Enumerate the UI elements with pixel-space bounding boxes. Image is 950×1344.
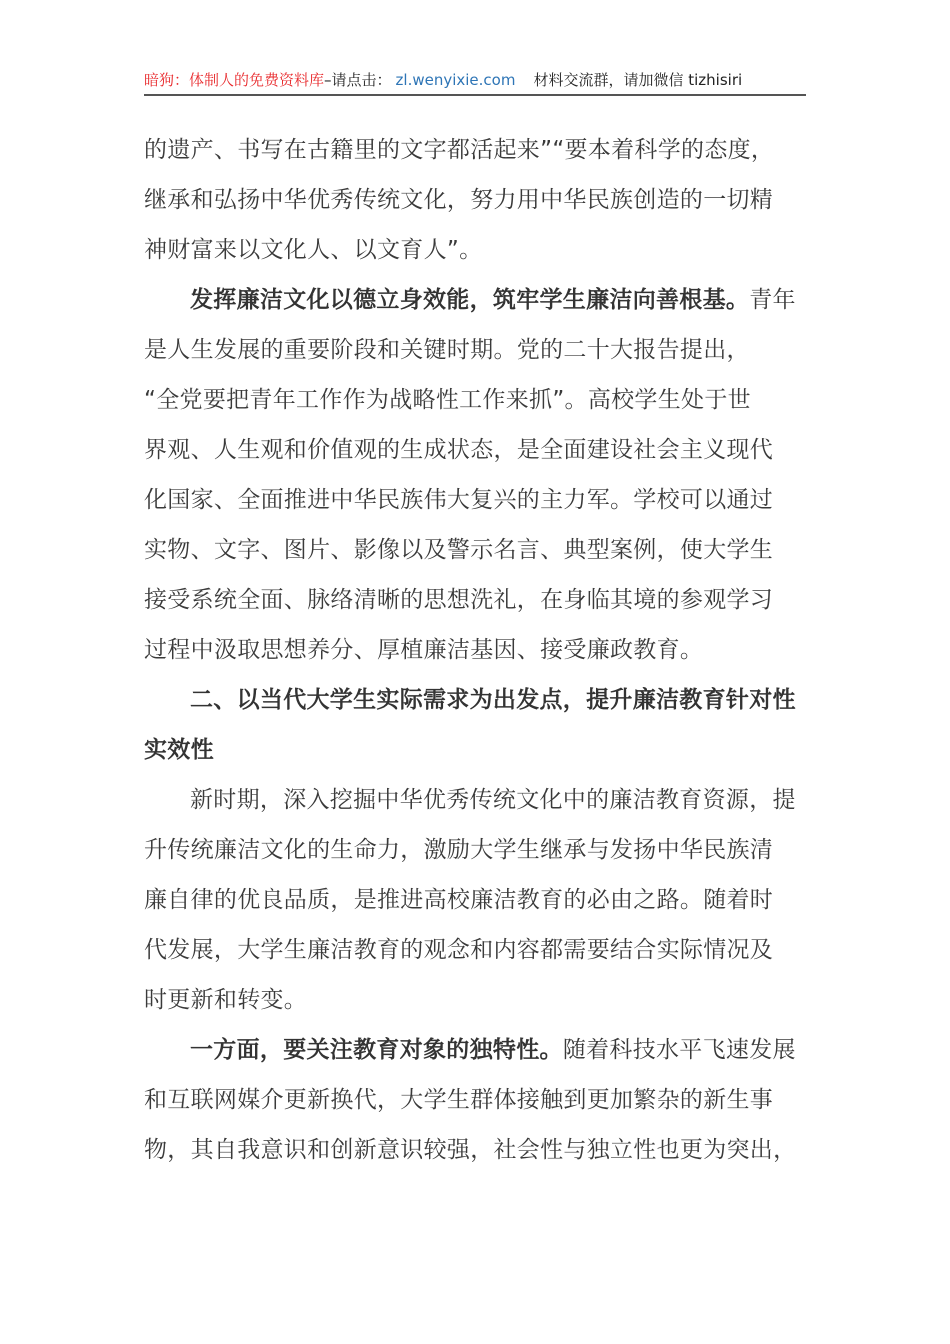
section-heading-text: 二、以当代大学生实际需求为出发点，提升廉洁教育针对性	[190, 687, 796, 713]
text-line	[144, 1125, 808, 1175]
line-text: 随着科技水平飞速发展	[562, 1037, 796, 1063]
text-line	[144, 825, 808, 875]
line-text: 的遗产、书写在古籍里的文字都活起来”“要本着科学的态度，	[144, 137, 775, 163]
header-link[interactable]: zl.wenyixie.com	[395, 71, 516, 89]
text-line	[144, 325, 808, 375]
section-heading	[144, 675, 808, 725]
text-line	[144, 1075, 808, 1125]
header-contact: 材料交流群，请加微信 tizhisiri	[533, 71, 743, 89]
text-line	[144, 375, 808, 425]
line-text: 廉自律的优良品质，是推进高校廉洁教育的必由之路。随着时	[144, 887, 774, 913]
line-text: 接受系统全面、脉络清晰的思想洗礼，在身临其境的参观学习	[144, 587, 774, 613]
line-text: 是人生发展的重要阶段和关键时期。党的二十大报告提出，	[144, 337, 750, 363]
line-text: 过程中汲取思想养分、厚植廉洁基因、接受廉政教育。	[144, 637, 704, 663]
section-heading-text: 实效性	[144, 737, 214, 763]
line-text: 实物、文字、图片、影像以及警示名言、典型案例，使大学生	[144, 537, 774, 563]
line-text: 新时期，深入挖掘中华优秀传统文化中的廉洁教育资源，提	[190, 787, 796, 813]
paragraph-lead-heading: 发挥廉洁文化以德立身效能，筑牢学生廉洁向善根基。	[190, 287, 750, 313]
line-text: “全党要把青年工作作为战略性工作来抓”。高校学生处于世	[144, 387, 751, 413]
text-line	[144, 525, 808, 575]
paragraph-lead-heading: 一方面，要关注教育对象的独特性。	[190, 1037, 563, 1063]
paragraph-start-line	[144, 275, 808, 325]
line-text: 代发展，大学生廉洁教育的观念和内容都需要结合实际情况及	[144, 937, 774, 963]
section-heading-cont	[144, 725, 808, 775]
line-text: 时更新和转变。	[144, 987, 308, 1013]
line-text: 和互联网媒介更新换代，大学生群体接触到更加繁杂的新生事	[144, 1087, 774, 1113]
text-line	[144, 475, 808, 525]
line-text: 界观、人生观和价值观的生成状态，是全面建设社会主义现代	[144, 437, 774, 463]
line-text: 神财富来以文化人、以文育人”。	[144, 237, 483, 263]
line-text: 物，其自我意识和创新意识较强，社会性与独立性也更为突出，	[144, 1137, 797, 1163]
text-line	[144, 225, 808, 275]
paragraph-start-line	[144, 775, 808, 825]
text-line	[144, 425, 808, 475]
document-body	[144, 125, 808, 1175]
line-text: 化国家、全面推进中华民族伟大复兴的主力军。学校可以通过	[144, 487, 774, 513]
text-line	[144, 575, 808, 625]
page-header	[144, 68, 806, 96]
text-line	[144, 975, 808, 1025]
line-text: 继承和弘扬中华优秀传统文化，努力用中华民族创造的一切精	[144, 187, 774, 213]
paragraph-start-line	[144, 1025, 808, 1075]
text-line	[144, 925, 808, 975]
text-line	[144, 175, 808, 225]
text-line	[144, 875, 808, 925]
text-line	[144, 625, 808, 675]
text-line	[144, 125, 808, 175]
header-prompt: –请点击：	[324, 71, 392, 89]
line-text: 升传统廉洁文化的生命力，激励大学生继承与发扬中华民族清	[144, 837, 774, 863]
line-text: 青年	[749, 287, 796, 313]
header-brand: 暗狗：体制人的免费资料库	[144, 71, 325, 89]
